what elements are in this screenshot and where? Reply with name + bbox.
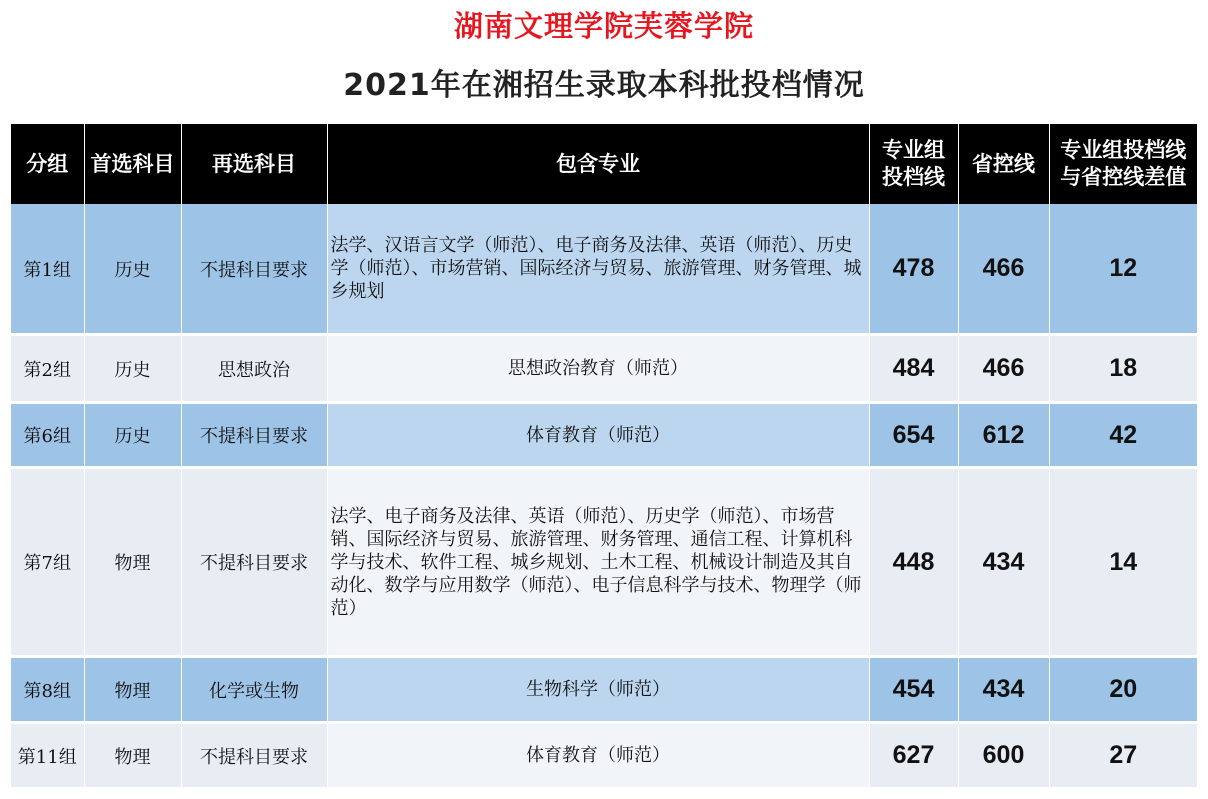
cell-first-subject: 物理 — [84, 469, 181, 655]
cell-majors: 法学、电子商务及法律、英语（师范）、历史学（师范）、市场营销、国际经济与贸易、旅游管理、财务管理、通信工程、计算机科学与技术、软件工程、城乡规划、土木工程、机械设计制造及其自动化、数学与应用数学（师范）、电子信息科学与技术、物理学（师范） — [327, 469, 869, 655]
cell-control: 600 — [958, 724, 1049, 787]
table-header-row — [11, 124, 1197, 204]
cell-first-subject: 历史 — [84, 336, 181, 401]
cell-second-subject: 不提科目要求 — [181, 204, 327, 333]
cell-diff: 27 — [1049, 724, 1197, 787]
cell-control: 434 — [958, 469, 1049, 655]
cell-majors: 法学、汉语言文学（师范）、电子商务及法律、英语（师范）、历史学（师范）、市场营销、国际经济与贸易、旅游管理、财务管理、城乡规划 — [327, 204, 869, 333]
cell-cutoff: 627 — [869, 724, 958, 787]
page-subtitle: 2021年在湘招生录取本科批投档情况 — [343, 68, 865, 103]
cell-second-subject: 思想政治 — [181, 336, 327, 401]
table-row — [11, 469, 1197, 655]
cell-cutoff: 454 — [869, 658, 958, 721]
cell-control: 466 — [958, 336, 1049, 401]
column-header-majors: 包含专业 — [327, 124, 869, 204]
table-row — [11, 724, 1197, 787]
cell-cutoff: 484 — [869, 336, 958, 401]
cell-control: 466 — [958, 204, 1049, 333]
column-header-control: 省控线 — [958, 124, 1049, 204]
cell-cutoff: 654 — [869, 404, 958, 466]
column-header-group: 分组 — [11, 124, 84, 204]
cell-first-subject: 历史 — [84, 404, 181, 466]
cell-diff: 20 — [1049, 658, 1197, 721]
cell-majors: 生物科学（师范） — [327, 658, 869, 721]
cell-majors: 思想政治教育（师范） — [327, 336, 869, 401]
cell-second-subject: 化学或生物 — [181, 658, 327, 721]
cell-majors: 体育教育（师范） — [327, 404, 869, 466]
column-header-cutoff: 专业组 投档线 — [869, 124, 958, 204]
cell-cutoff: 448 — [869, 469, 958, 655]
cell-first-subject: 历史 — [84, 204, 181, 333]
cell-group: 第6组 — [11, 404, 84, 466]
cell-control: 434 — [958, 658, 1049, 721]
table-row — [11, 404, 1197, 466]
cell-cutoff: 478 — [869, 204, 958, 333]
cell-second-subject: 不提科目要求 — [181, 724, 327, 787]
column-header-diff: 专业组投档线 与省控线差值 — [1049, 124, 1197, 204]
column-header-second-subject: 再选科目 — [181, 124, 327, 204]
cell-diff: 42 — [1049, 404, 1197, 466]
cell-first-subject: 物理 — [84, 658, 181, 721]
cell-majors: 体育教育（师范） — [327, 724, 869, 787]
table-row — [11, 204, 1197, 333]
cell-group: 第7组 — [11, 469, 84, 655]
page-title: 湖南文理学院芙蓉学院 — [453, 9, 754, 43]
admission-table — [11, 124, 1197, 787]
cell-diff: 18 — [1049, 336, 1197, 401]
cell-group: 第8组 — [11, 658, 84, 721]
table-row — [11, 658, 1197, 721]
cell-group: 第11组 — [11, 724, 84, 787]
cell-diff: 12 — [1049, 204, 1197, 333]
cell-control: 612 — [958, 404, 1049, 466]
cell-first-subject: 物理 — [84, 724, 181, 787]
cell-group: 第2组 — [11, 336, 84, 401]
table-row — [11, 336, 1197, 401]
column-header-first-subject: 首选科目 — [84, 124, 181, 204]
cell-group: 第1组 — [11, 204, 84, 333]
cell-second-subject: 不提科目要求 — [181, 404, 327, 466]
cell-diff: 14 — [1049, 469, 1197, 655]
cell-second-subject: 不提科目要求 — [181, 469, 327, 655]
